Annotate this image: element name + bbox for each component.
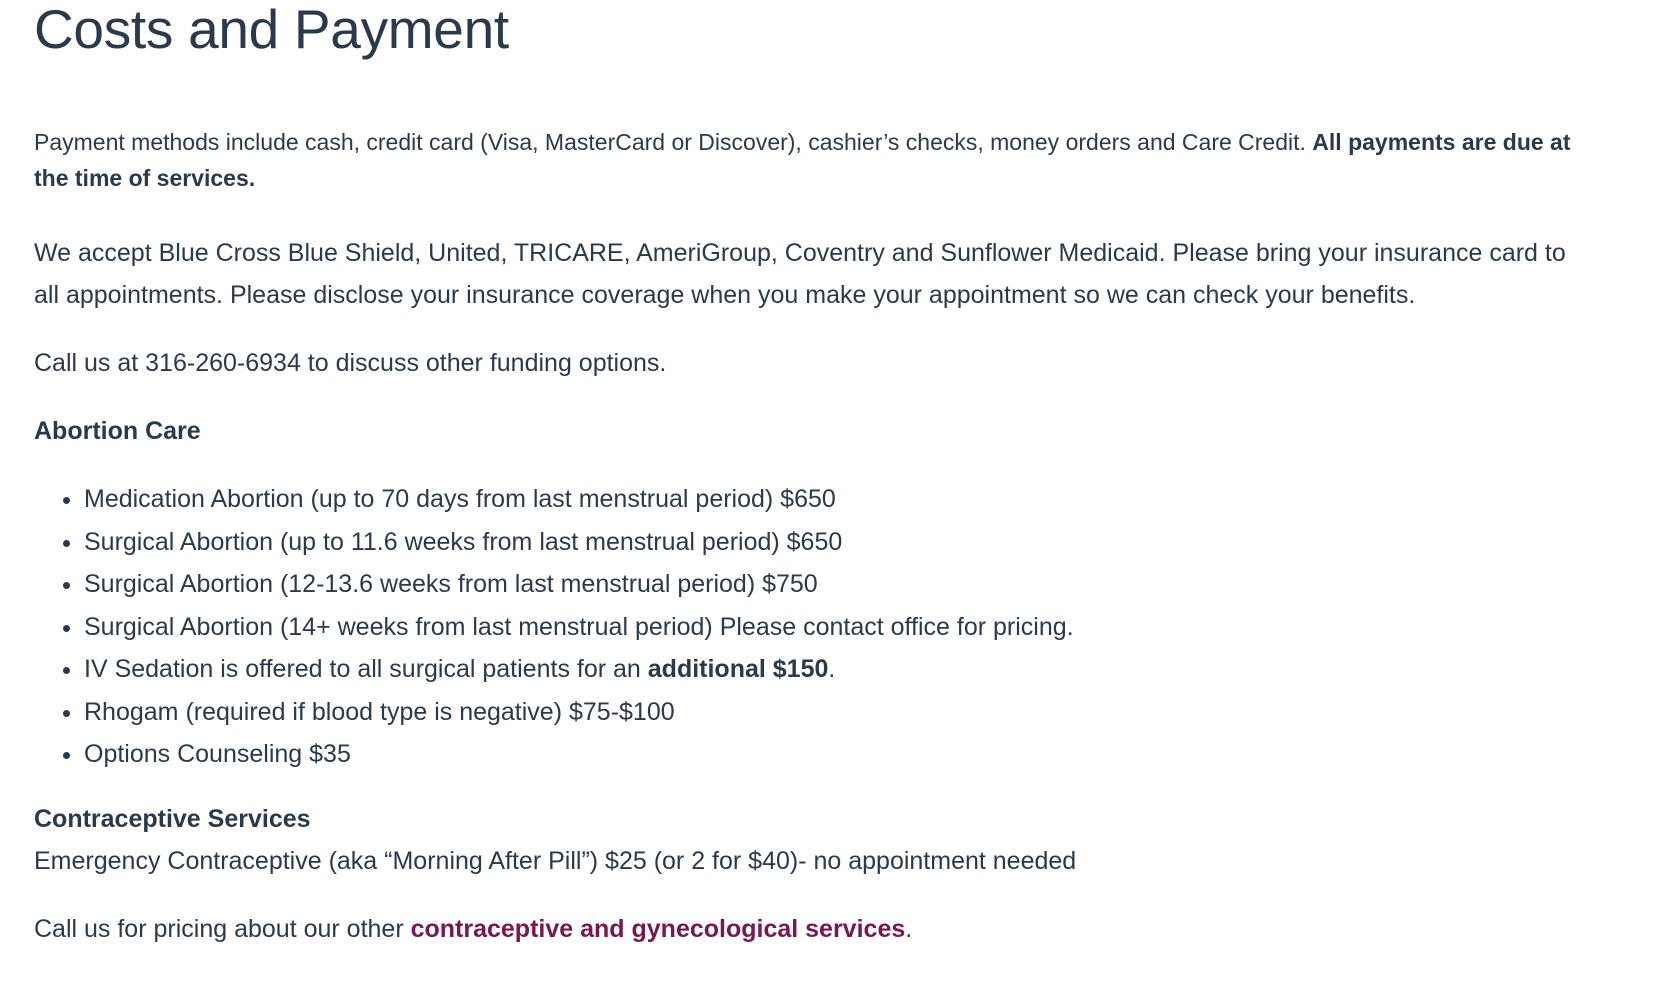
contraceptive-services-heading: Contraceptive Services: [34, 804, 311, 833]
other-services-paragraph: [34, 908, 1578, 950]
sedation-text: IV Sedation is offered to all surgical patients for an: [84, 655, 648, 683]
list-item: • Surgical Abortion (up to 11.6 weeks from last menstrual period) $650: [84, 521, 1578, 564]
list-item: • Surgical Abortion (14+ weeks from last menstrual period) Please contact office for pricing.: [84, 606, 1578, 649]
sedation-end: .: [828, 655, 836, 683]
list-item: • Surgical Abortion (12-13.6 weeks from last menstrual period) $750: [84, 563, 1578, 606]
other-services-text: Call us for pricing about our other: [34, 914, 411, 943]
abortion-care-list: [34, 478, 1578, 776]
funding-call-paragraph: Call us at 316-260-6934 to discuss other funding options.: [34, 349, 667, 377]
contraceptive-gynecological-services-link[interactable]: contraceptive and gynecological services: [410, 914, 906, 943]
list-item: • Medication Abortion (up to 70 days from last menstrual period) $650: [84, 478, 1578, 521]
page-title: Costs and Payment: [34, 0, 509, 60]
payment-methods-paragraph: [34, 124, 1578, 196]
abortion-care-heading: Abortion Care: [34, 417, 201, 445]
list-item: • Options Counseling $35: [84, 733, 1578, 776]
sedation-price: additional $150: [647, 655, 829, 683]
insurance-paragraph: We accept Blue Cross Blue Shield, United, TRICARE, AmeriGroup, Coventry and Sunflower Medicaid. Please bring your insurance card to all appointments. Please disclose your insurance coverage when you make your appointment so we can check your benefits.: [34, 239, 1566, 309]
emergency-contraceptive-paragraph: Emergency Contraceptive (aka “Morning After Pill”) $25 (or 2 for $40)- no appointment needed: [34, 846, 1077, 875]
list-item: • Rhogam (required if blood type is negative) $75-$100: [84, 691, 1578, 734]
payment-due-notice: All payments are due at the time of services.: [34, 129, 1571, 191]
payment-methods-text: Payment methods include cash, credit card (Visa, MasterCard or Discover), cashier’s checks, money orders and Care Credit.: [34, 129, 1313, 155]
other-services-end: .: [905, 914, 913, 943]
list-item: [84, 648, 1578, 691]
